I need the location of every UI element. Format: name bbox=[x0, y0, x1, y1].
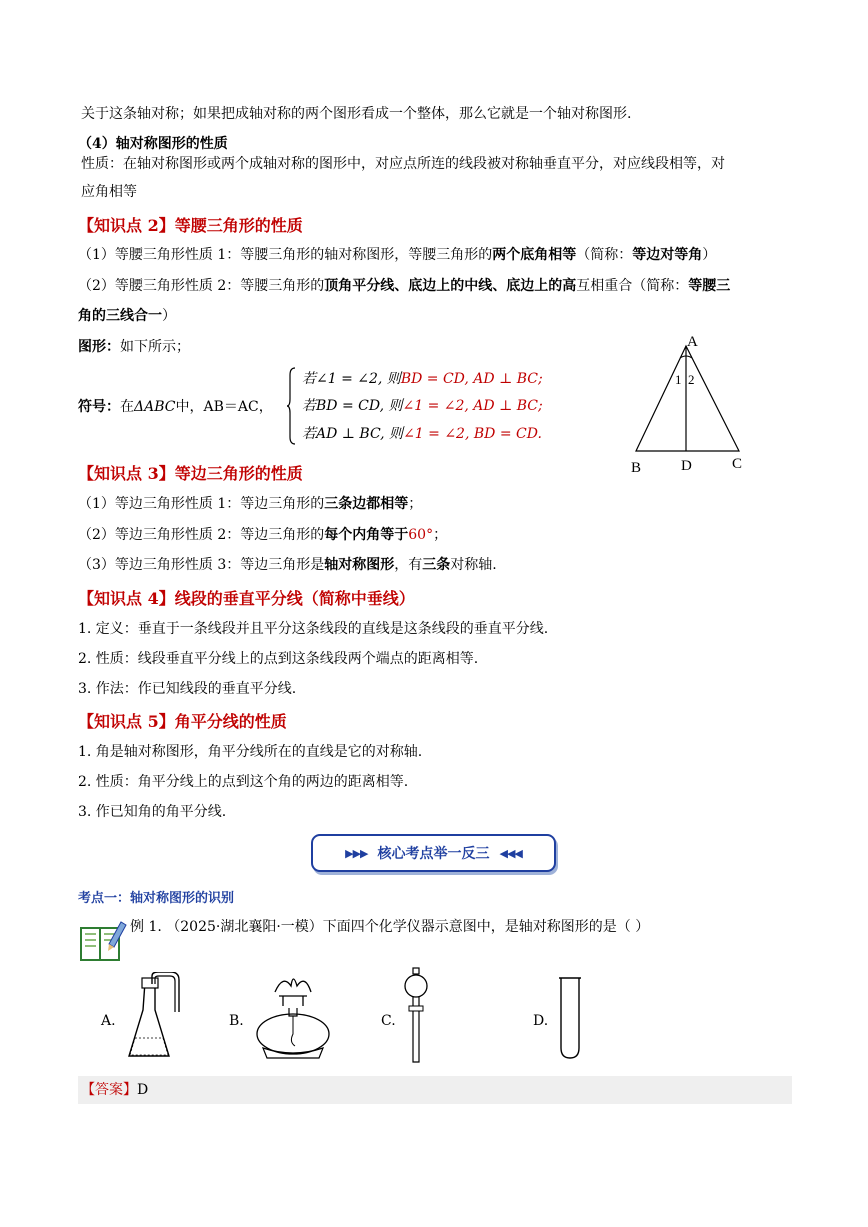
left-arrows-icon: ◀◀◀ bbox=[499, 846, 522, 860]
separatory-funnel-icon bbox=[401, 966, 431, 1066]
bold-text: 顶角平分线 bbox=[324, 278, 395, 294]
math-text: 若AD ⊥ BC, 则 bbox=[302, 426, 404, 442]
angle-1-label: 1 bbox=[675, 372, 682, 387]
answer-box bbox=[78, 1076, 792, 1104]
bold-text: 等腰三 bbox=[688, 278, 731, 294]
kp2-property-2 bbox=[78, 276, 730, 296]
bold-text: 等边对等角 bbox=[632, 247, 703, 263]
kp2-property-1 bbox=[78, 245, 716, 265]
option-c-label: C. bbox=[381, 1013, 396, 1029]
math-text: 若BD = CD, 则 bbox=[302, 398, 403, 414]
kp5-title: 【知识点 5】角平分线的性质 bbox=[78, 712, 287, 731]
case-1 bbox=[302, 369, 543, 389]
option-a-label: A. bbox=[101, 1013, 116, 1029]
answer-value: D bbox=[137, 1082, 149, 1098]
property-line-2: 应角相等 bbox=[81, 184, 137, 200]
text: ； bbox=[408, 496, 423, 512]
kp2-title: 【知识点 2】等腰三角形的性质 bbox=[78, 216, 303, 235]
bold-text: 三条边都相等 bbox=[324, 496, 409, 512]
bold-text: 三条 bbox=[422, 557, 451, 573]
left-brace-icon bbox=[286, 367, 296, 445]
math-text: ΔABC bbox=[134, 399, 176, 415]
kaodian-title: 考点一：轴对称图形的识别 bbox=[78, 891, 235, 906]
red-value: 60° bbox=[408, 527, 434, 543]
kp3-property-1 bbox=[78, 494, 422, 514]
isosceles-triangle-figure bbox=[625, 330, 765, 480]
section-banner bbox=[311, 834, 556, 872]
kp3-property-2 bbox=[78, 525, 447, 545]
bold-text: 底边上的高 bbox=[506, 278, 577, 294]
math-text-red: ∠1 = ∠2, AD ⊥ BC; bbox=[402, 398, 543, 414]
bold-text: 每个内角等于 bbox=[324, 527, 409, 543]
math-text: 若∠1 = ∠2, 则 bbox=[302, 371, 401, 387]
text: ） bbox=[162, 308, 176, 324]
text: 对称轴. bbox=[450, 557, 497, 573]
flask-apparatus-icon bbox=[125, 972, 195, 1064]
math-text-red: BD = CD, AD ⊥ BC; bbox=[400, 371, 543, 387]
math-text-red: ∠1 = ∠2, BD = CD. bbox=[403, 426, 542, 442]
text: ； bbox=[433, 527, 448, 543]
vertex-a-label: A bbox=[687, 334, 698, 350]
angle-2-label: 2 bbox=[688, 372, 695, 387]
text: 在 bbox=[120, 399, 134, 415]
text: （简称： bbox=[576, 247, 633, 263]
test-tube-icon bbox=[557, 976, 583, 1060]
point-d-label: D bbox=[681, 458, 692, 474]
text: （3）等边三角形性质 3：等边三角形是 bbox=[78, 557, 325, 573]
text: 如下所示； bbox=[120, 339, 190, 355]
figure-line bbox=[78, 337, 190, 357]
vertex-c-label: C bbox=[732, 456, 743, 472]
figure-label: 图形： bbox=[78, 339, 120, 355]
right-arrows-icon: ▶▶▶ bbox=[345, 846, 368, 860]
alcohol-lamp-icon bbox=[253, 972, 333, 1064]
kp4-title: 【知识点 4】线段的垂直平分线（简称中垂线） bbox=[78, 589, 415, 608]
symbol-line bbox=[78, 397, 273, 417]
bold-text: 、 bbox=[492, 278, 507, 294]
kp5-line-2: 2. 性质：角平分线上的点到这个角的两边的距离相等. bbox=[78, 774, 409, 790]
symbol-label: 符号： bbox=[78, 399, 120, 415]
text: （1）等腰三角形性质 1：等腰三角形的轴对称图形，等腰三角形的 bbox=[78, 247, 493, 263]
text: 互相重合（简称： bbox=[576, 278, 689, 294]
option-b-label: B. bbox=[229, 1013, 244, 1029]
case-3 bbox=[302, 424, 542, 444]
intro-line: 关于这条轴对称；如果把成轴对称的两个图形看成一个整体，那么它就是一个轴对称图形. bbox=[81, 106, 632, 122]
text: 中，AB＝AC， bbox=[175, 399, 273, 415]
kp4-line-1: 1. 定义：垂直于一条线段并且平分这条线段的直线是这条线段的垂直平分线. bbox=[78, 621, 549, 637]
text: ，有 bbox=[394, 557, 423, 573]
text: （1）等边三角形性质 1：等边三角形的 bbox=[78, 496, 325, 512]
notebook-pencil-icon bbox=[79, 918, 127, 962]
banner-title: 核心考点举一反三 bbox=[377, 846, 490, 862]
option-d-label: D. bbox=[533, 1013, 549, 1029]
bold-text: 底边上的中线 bbox=[408, 278, 493, 294]
bold-text: 两个底角相等 bbox=[492, 247, 577, 263]
triangle-outline bbox=[636, 346, 739, 451]
case-2 bbox=[302, 396, 543, 416]
property-line-1: 性质：在轴对称图形或两个成轴对称的图形中，对应点所连的线段被对称轴垂直平分，对应线段相等，对 bbox=[81, 156, 725, 172]
bold-text: 角的三线合一 bbox=[78, 308, 162, 324]
bold-text: 轴对称图形 bbox=[324, 557, 395, 573]
kp3-title: 【知识点 3】等边三角形的性质 bbox=[78, 464, 303, 483]
kp4-line-3: 3. 作法：作已知线段的垂直平分线. bbox=[78, 681, 297, 697]
text: （2）等边三角形性质 2：等边三角形的 bbox=[78, 527, 325, 543]
vertex-b-label: B bbox=[631, 460, 642, 476]
answer-line bbox=[81, 1080, 148, 1100]
kp5-line-3: 3. 作已知角的角平分线. bbox=[78, 804, 227, 820]
text: （2）等腰三角形性质 2：等腰三角形的 bbox=[78, 278, 325, 294]
answer-label: 【答案】 bbox=[81, 1082, 137, 1098]
text: ） bbox=[702, 247, 717, 263]
kp4-line-2: 2. 性质：线段垂直平分线上的点到这条线段两个端点的距离相等. bbox=[78, 651, 479, 667]
kp5-line-1: 1. 角是轴对称图形，角平分线所在的直线是它的对称轴. bbox=[78, 744, 423, 760]
bold-text: 、 bbox=[394, 278, 409, 294]
example-1-text: 例 1. （2025·湖北襄阳·一模）下面四个化学仪器示意图中，是轴对称图形的是（ ） bbox=[130, 919, 650, 935]
kp2-property-2-cont bbox=[78, 306, 176, 326]
kp3-property-3 bbox=[78, 555, 497, 575]
subsection-title: （4）轴对称图形的性质 bbox=[78, 136, 228, 152]
